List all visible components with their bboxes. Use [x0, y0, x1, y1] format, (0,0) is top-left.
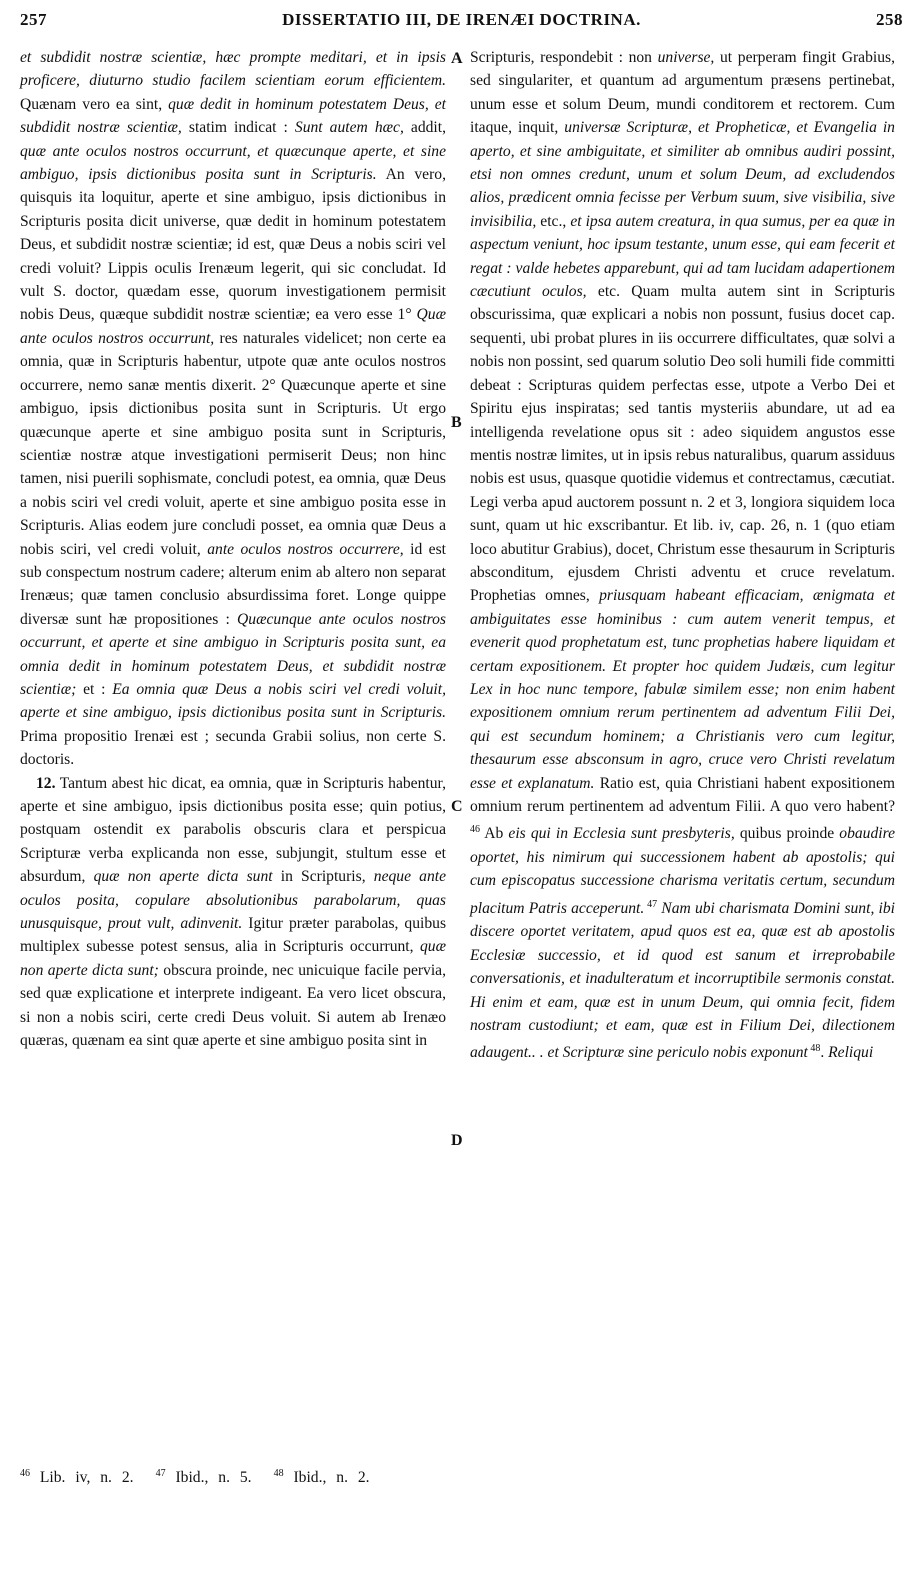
text-run: et subdidit nostræ scientiæ, hæc prompte meditari, et in ipsis proficere, diuturno studio facilem scientiam eorum efficientem. — [20, 49, 446, 90]
text-run: Ratio est, quia Christiani habent expositionem omnium rerum pertinentem ad adventum Filii. A quo vero habent? — [470, 774, 896, 815]
text-run: quæ ante oculos nostros occurrunt, et quæcunque aperte, et sine ambiguo, ipsis dictionibus posita sunt in Scripturis. — [20, 142, 446, 184]
left-paragraph-2 — [20, 772, 446, 1053]
text-run: addit, — [403, 119, 446, 137]
running-title: DISSERTATIO III, DE IRENÆI DOCTRINA. — [282, 10, 641, 29]
text-run: quæ non aperte dicta sunt — [93, 868, 273, 886]
text-run: Reliqui — [828, 1044, 874, 1062]
text-run: 46 — [470, 824, 480, 836]
margin-letter-a: A — [451, 50, 463, 67]
left-paragraph-1 — [20, 46, 446, 772]
text-run: ante oculos nostros occurrere, — [207, 540, 404, 558]
text-run: 12. — [36, 774, 56, 792]
text-run: Quænam vero ea sint, — [20, 95, 169, 113]
right-column — [470, 46, 895, 1065]
text-run: Scripturis, respondebit : non — [470, 49, 658, 66]
text-run: Igitur præter parabolas, quibus multiplex subesse potest sensus, alia in Scripturis occurrunt, — [20, 915, 447, 956]
footnote — [20, 1469, 134, 1486]
text-run: Ab — [480, 825, 509, 843]
text-run: eis qui in Ecclesia sunt presbyteris, — [508, 825, 735, 843]
text-run: universæ Scripturæ, et Propheticæ, et Evangelia in aperto, et sine ambiguitate, et similiter ab omnibus audiri possint, etsi non omnes credunt, unum et solum Deum, ad excludendos alios, prædicent omnia fecisse per Verbum suum, sive visibilia, sive invisibilia, — [470, 119, 895, 230]
text-run: et ipsa autem creatura, in qua sumus, per ea quæ in aspectum veniunt, hoc ipsum testante, unum esse, qui eam fecerit et regat : valde hebetes apparebunt, qui ad tam lucidam adapertionem cæcutiunt oculos, — [470, 212, 895, 301]
text-run: id est sub conspectum nostrum cadere; alterum enim ab altero non separat Irenæus; quæ tamen conclusio absurdissima foret. Longe quippe diversæ sunt hæ propositiones : — [20, 540, 446, 628]
text-run: Quæ ante oculos nostros occurrunt, — [20, 306, 446, 347]
footnote-text: Lib. iv, n. 2. — [30, 1469, 134, 1487]
text-run: etc., — [536, 212, 571, 230]
text-run: 48 — [807, 1043, 821, 1055]
footnote-text: Ibid., n. 2. — [283, 1469, 370, 1487]
text-run: res naturales videlicet; non certe ea omnia, quæ in Scripturis habentur, utpote quæ ante oculos nostros occurrere, nemo sanæ mentis dixerit. 2° Quæcunque aperte et sine ambiguo, ipsis dictionibus posita sunt in Scripturis. Ut ergo quæcunque aperte et sine ambiguo posita sunt in Scripturis, scientiæ nostræ atque investigationi permiserit Deus; non hinc tamen, nisi puerili sophismate, concludi potest, ea omnia, quæ Deus a nobis sciri vel credi voluit, aperte et sine ambiguo posita esse in Scripturis. Alias eodem jure concludi posset, ea omnia quæ Deus a nobis sciri, vel credi voluit, — [20, 329, 446, 558]
footnote-number: 48 — [273, 1468, 284, 1479]
text-run: statim indicat : — [181, 119, 295, 137]
text-run: . — [820, 1044, 829, 1062]
text-run: universe, — [657, 49, 715, 66]
text-run: Tantum abest hic dicat, ea omnia, quæ in Scripturis habentur, aperte et sine ambiguo, ipsis dictionibus posita esse; quin potius, postquam ostendit ex parabolis obscuris clara et perspicua Scripturæ verba explicanda non esse, subjungit, stultum esse et absurdum, — [20, 774, 446, 886]
text-run: quæ non aperte dicta sunt; — [20, 938, 446, 979]
text-run: quæ dedit in hominum potestatem Deus, et subdidit nostræ scientiæ, — [20, 95, 446, 137]
text-run: et : — [76, 680, 113, 698]
text-run: etc. Quam multa autem sint in Scripturis obscurissima, quæ explicari a nobis non possunt, fusius docet cap. sequenti, ubi probat plures in iis occurrere difficultates, quæ solvi a nobis non possint, sed quarum solutio Deo soli humili fide committi debeat : Scripturas quidem perfectas esse, utpote a Verbo Dei et Spiritu ejus inspiratas; sed tantis mysteriis abundare, ut ad ea intelligenda revelatione opus sit : adeo siquidem angustos esse mentis nostræ limites, ut in ipsis rebus naturalibus, quarum assiduus nobis est usus, quasque quotidie videmus et contrectamus, cæcutiat. Legi verba apud auctorem possunt n. 2 et 3, longiora siquidem loca sunt, quam ut hic exscribantur. Et lib. iv, cap. 26, n. 1 (quo etiam loco abutitur Grabius), docet, Christum esse thesaurum in Scripturis absconditum, ejusdem Christi adventu et cruce revelatum. Prophetias omnes, — [470, 283, 895, 605]
text-run: Quæcunque ante oculos nostros occurrunt, et aperte et sine ambiguo in Scripturis posita sunt, ea omnia dedit in hominum potestatem Deus, et subdidit nostræ scientiæ; — [20, 610, 446, 698]
right-paragraph — [470, 46, 895, 1065]
text-run: priusquam habeant efficaciam, ænigmata et ambiguitates esse hominibus : cum autem venerit tempus, et evenerit quod prophetatum est, tunc prophetias habere liquidam et certam expositionem. Et propter hoc quidem Judæis, cum legitur Lex in hoc nunc tempore, fabulæ similem esse; non enim habent expositionem omnium rerum pertinentem ad adventum Filii Dei, qui est secundum hominem; a Christianis vero cum legitur, thesaurum esse absconsum in agro, cruce vero Christi revelatum esse et explanatum. — [470, 587, 895, 792]
page-number-right: 258 — [876, 10, 903, 29]
text-run: in Scripturis, — [272, 868, 374, 886]
footnote — [274, 1469, 370, 1486]
running-header — [20, 2, 903, 36]
text-run: ut perperam fingit Grabius, sed singulariter, et quantum ad argumentum præsens pertinebat, unum esse et solum Deum, mundi conditorem et rectorem. Cum itaque, inquit, — [470, 49, 895, 137]
footnote-number: 46 — [20, 1468, 30, 1479]
page-number-left: 257 — [20, 10, 47, 29]
footnotes — [20, 1468, 520, 1487]
text-run: Nam ubi charismata Domini sunt, ibi discere oportet veritatem, apud quos est ea, quæ est ab apostolis Ecclesiæ successio, et id quod est sanum et irreprobabile conversationis, et inadulteratum et incorruptibile sermonis constat. Hi enim et eam, quæ est in unum Deum, qui omnia fecit, fidem nostram custodiunt; et eam, quæ est in Filium Dei, dilectionem adaugent.. . et Scripturæ sine periculo nobis exponunt — [470, 900, 896, 1062]
text-run: obaudire oportet, his nimirum qui successionem habent ab apostolis; qui cum episcopatus successione charisma veritatis certum, secundum placitum Patris acceperunt. — [470, 825, 895, 917]
text-run: obscura proinde, nec unicuique facile pervia, sed quæ explicatione et interprete indigeant. Ea vero licet obscura, si non a nobis sciri, certe credi Deus voluit. Si autem ab Irenæo quæras, quænam ea sint quæ aperte et sine ambiguo posita sint in — [20, 961, 447, 1050]
left-column — [20, 46, 446, 1052]
margin-letter-b: B — [451, 414, 462, 431]
text-run: 47 — [644, 898, 658, 910]
text-run: quibus proinde — [734, 825, 840, 843]
text-run: Ea omnia quæ Deus a nobis sciri vel credi voluit, aperte et sine ambiguo, ipsis dictionibus posita sunt in Scripturis. — [20, 680, 446, 722]
margin-letter-c: C — [451, 798, 463, 815]
text-run: An vero, quisquis ita loquitur, aperte et sine ambiguo, ipsis dictionibus in Scripturis posita dicit universe, quæ dedit in hominum potestatem Deus, et subdidit nostræ scientiæ; id est, quæ Deus a nobis sciri vel credi voluit? Lippis oculis Irenæum legerit, qui sic concludat. Id vult S. doctor, quædam esse, quorum investigationem permisit nobis Deus, quæque subdidit nostræ scientiæ; ea vero esse 1° — [20, 166, 446, 324]
footnote-text: Ibid., n. 5. — [165, 1469, 252, 1487]
text-run: neque ante oculos posita, copulare absolutionibus parabolarum, quas unusquisque, prout vult, adinvenit. — [20, 868, 447, 933]
footnote — [156, 1469, 252, 1486]
footnote-number: 47 — [155, 1468, 166, 1479]
margin-letter-d: D — [451, 1132, 463, 1149]
text-run: Prima propositio Irenæi est ; secunda Grabii solius, non certe S. doctoris. — [20, 727, 446, 769]
text-run: Sunt autem hæc, — [294, 119, 404, 137]
